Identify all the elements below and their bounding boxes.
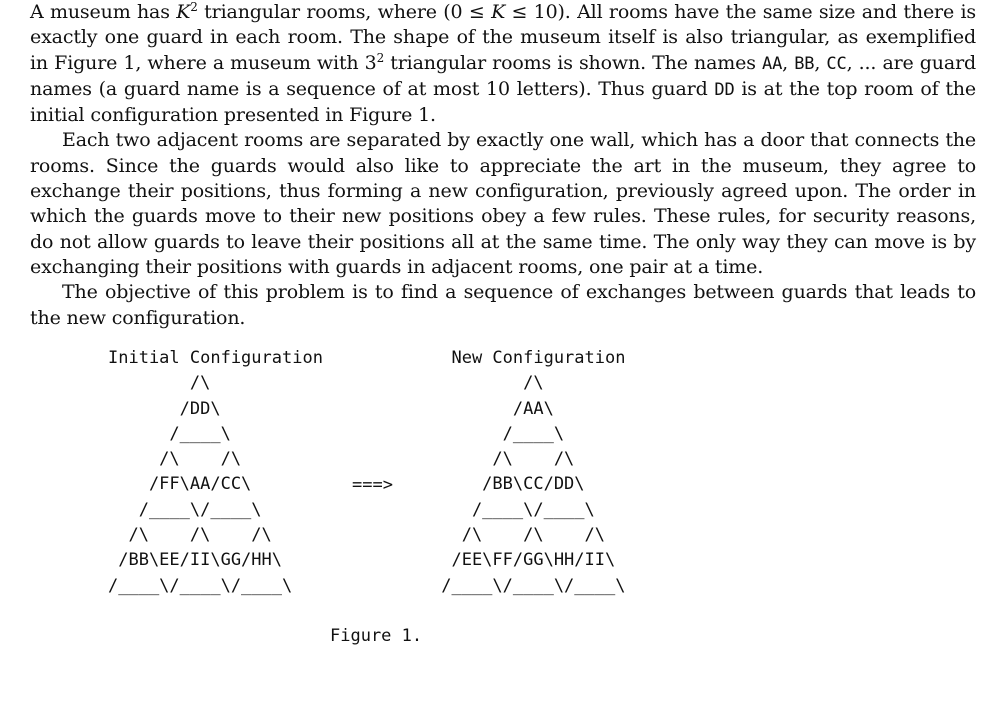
initial-diagram-line: /\: [108, 373, 211, 394]
initial-diagram-line: /DD\: [108, 398, 221, 419]
initial-diagram-line: /FF\AA/CC\: [108, 474, 252, 495]
text-segment: K: [491, 1, 506, 23]
new-diagram-line: /____\/____\: [431, 499, 595, 520]
new-configuration-title: New Configuration: [431, 348, 626, 368]
text-segment: BB: [794, 53, 815, 74]
initial-configuration-title: Initial Configuration: [108, 348, 323, 368]
text-segment: is at the top room of the initial configuration presented in Figure 1.: [30, 77, 976, 127]
initial-diagram-line: /____\/____\/____\: [108, 575, 293, 596]
text-segment: Each two adjacent rooms are separated by exactly one wall, which has a door that connects the rooms. Since the guards would also like to appreciate the art in the museum, they agree to exchange their positions, thus forming a new configuration, previously agreed upon. The order in which the guards move to their new positions obey a few rules. These rules, for security reasons, do not allow guards to leave their positions all at the same time. The only way they can move is by exchanging their positions with guards in adjacent rooms, one pair at a time.: [30, 129, 976, 278]
new-diagram-line: /\ /\ /\: [431, 525, 605, 546]
text-segment: triangular rooms, where (0 ≤: [197, 1, 492, 23]
initial-diagram-line: /\ /\ /\: [108, 525, 272, 546]
text-segment: 2: [190, 0, 198, 14]
text-segment: K: [176, 1, 191, 23]
new-diagram-line: /AA\: [431, 398, 554, 419]
initial-configuration-diagram: [108, 346, 323, 599]
text-segment: CC: [826, 53, 847, 74]
new-configuration-diagram: [431, 346, 625, 599]
text-segment: DD: [714, 79, 735, 100]
text-segment: A museum has: [30, 1, 177, 23]
text-segment: 2: [376, 50, 385, 65]
text-segment: ≤ 10). All rooms have the same size and there is exactly one guard in each room. The shape of the museum itself is also triangular, as exemplified in Figure 1, where a museum with 3: [30, 1, 976, 74]
initial-diagram-line: /BB\EE/II\GG/HH\: [108, 550, 282, 571]
transition-arrow: ===>: [352, 475, 393, 495]
text-segment: ,: [782, 51, 795, 74]
new-diagram-line: /\: [431, 373, 544, 394]
new-diagram-line: /____\: [431, 423, 565, 444]
initial-diagram-line: /____\/____\: [108, 499, 262, 520]
new-diagram-line: /____\/____\/____\: [431, 575, 626, 596]
text-segment: The objective of this problem is to find a sequence of exchanges between guards that leads to the new configuration.: [30, 281, 976, 329]
problem-statement: [30, 0, 976, 331]
new-diagram-line: /BB\CC/DD\: [431, 474, 585, 495]
new-diagram-line: /\ /\: [431, 449, 575, 470]
figure-caption: Figure 1.: [330, 626, 423, 646]
text-segment: ,: [814, 51, 827, 74]
paragraph-3: [30, 280, 976, 331]
paragraph-2: [30, 128, 976, 280]
initial-diagram-line: /____\: [108, 423, 231, 444]
text-segment: triangular rooms is shown. The names: [384, 51, 762, 74]
text-segment: AA: [761, 53, 783, 74]
paragraph-1: [30, 0, 976, 128]
new-diagram-line: /EE\FF/GG\HH/II\: [431, 550, 616, 571]
initial-diagram-line: /\ /\: [108, 449, 242, 470]
text-segment: , ... are guard names (a guard name is a sequence of at most 10 letters). Thus guard: [30, 51, 977, 100]
